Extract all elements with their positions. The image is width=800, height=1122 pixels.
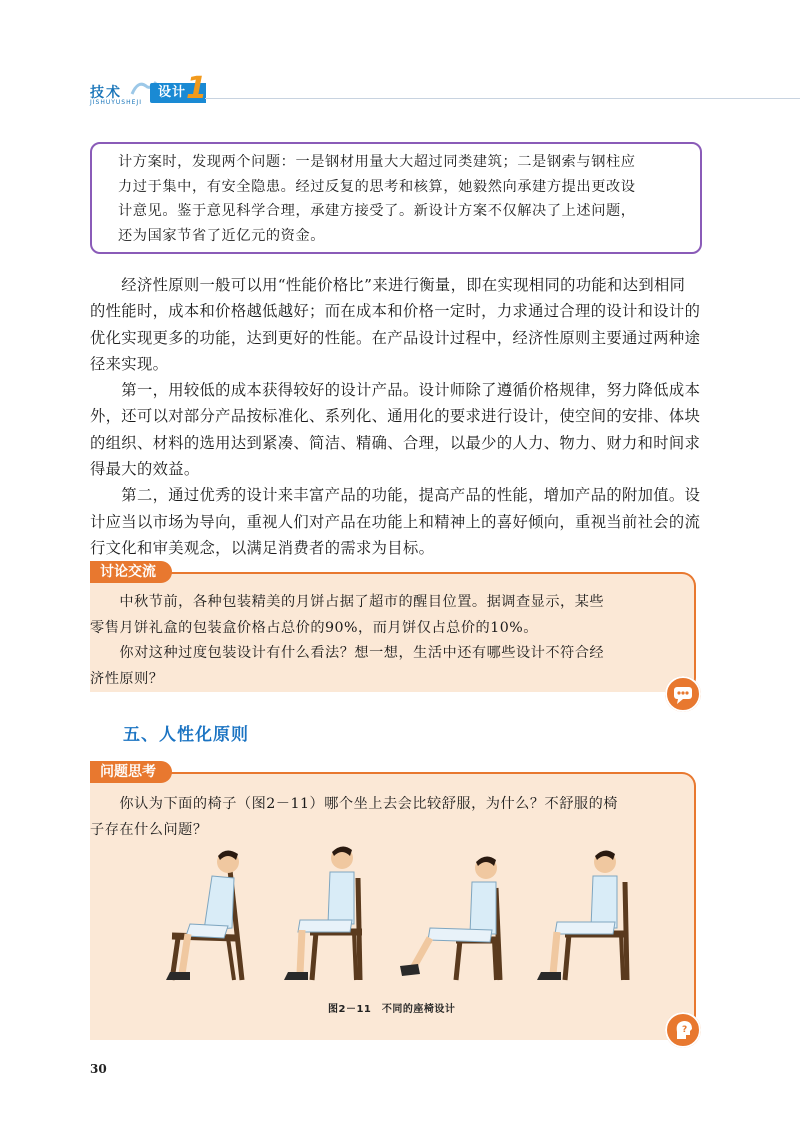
chair-figure: [150, 838, 660, 994]
body-line: 第二，通过优秀的设计来丰富产品的功能，提高产品的性能，增加产品的附加值。设: [90, 486, 701, 505]
chair-illustration-4: [535, 838, 655, 988]
discussion-line: 中秋节前，各种包装精美的月饼占据了超市的醒目位置。据调查显示，某些: [90, 594, 605, 610]
body-line: 的组织、材料的选用达到紧凑、简洁、精确、合理，以最少的人力、物力、财力和时间求: [90, 433, 701, 452]
discussion-label: 讨论交流: [90, 561, 172, 583]
body-line: 径来实现。: [90, 354, 169, 373]
volume-number: 1: [186, 71, 207, 106]
brand-title: 技术: [90, 85, 122, 101]
header-rule: [205, 98, 800, 99]
body-line: 优化实现更多的功能，达到更好的性能。在产品设计过程中，经济性原则主要通过两种途: [90, 328, 701, 347]
question-line: 子存在什么问题？: [90, 821, 208, 838]
figure-caption: 图2－11 不同的座椅设计: [328, 1004, 456, 1015]
chair-illustration-3: [400, 838, 520, 988]
discussion-line: 你对这种过度包装设计有什么看法？想一想，生活中还有哪些设计不符合经: [90, 645, 605, 661]
body-line: 得最大的效益。: [90, 460, 200, 479]
section-heading: 五、人性化原则: [123, 725, 249, 745]
thinking-head-icon: [665, 1012, 701, 1048]
discussion-line: 济性原则？: [90, 670, 164, 687]
discussion-line: 零售月饼礼盒的包装盒价格占总价的90%，而月饼仅占总价的10%。: [90, 619, 538, 636]
book-title: 设计: [150, 83, 206, 103]
body-line: 外，还可以对部分产品按标准化、系列化、通用化的要求进行设计，使空间的安排、体块: [90, 407, 701, 426]
body-line: 行文化和审美观念，以满足消费者的需求为目标。: [90, 538, 435, 557]
story-line: 计方案时，发现两个问题：一是钢材用量大大超过同类建筑；二是钢索与钢柱应: [118, 154, 636, 170]
page-header: [0, 72, 800, 112]
question-label: 问题思考: [90, 761, 172, 783]
body-line: 计应当以市场为导向，重视人们对产品在功能上和精神上的喜好倾向，重视当前社会的流: [90, 512, 701, 531]
body-line: 的性能时，成本和价格越低越好；而在成本和价格一定时，力求通过合理的设计和设计的: [90, 302, 701, 321]
chat-bubble-icon: [665, 676, 701, 712]
story-line: 计意见。鉴于意见科学合理，承建方接受了。新设计方案不仅解决了上述问题，: [118, 203, 636, 219]
discussion-text: [90, 590, 702, 692]
svg-text:?: ?: [682, 1025, 688, 1035]
body-text: [90, 272, 708, 561]
body-line: 第一，用较低的成本获得较好的设计产品。设计师除了遵循价格规律，努力降低成本: [90, 381, 701, 400]
page-number: 30: [90, 1062, 107, 1076]
question-text: [90, 792, 702, 843]
story-line: 还为国家节省了近亿元的资金。: [118, 227, 326, 244]
question-line: 你认为下面的椅子（图2－11）哪个坐上去会比较舒服，为什么？不舒服的椅: [90, 796, 618, 812]
story-box: [90, 142, 702, 254]
brand-subtitle: JISHUYUSHEJI: [90, 99, 142, 106]
body-line: 经济性原则一般可以用“性能价格比”来进行衡量，即在实现相同的功能和达到相同: [90, 276, 686, 294]
chair-illustration-2: [270, 838, 390, 988]
story-line: 力过于集中，有安全隐患。经过反复的思考和核算，她毅然向承建方提出更改设: [118, 178, 636, 195]
chair-illustration-1: [150, 838, 270, 988]
